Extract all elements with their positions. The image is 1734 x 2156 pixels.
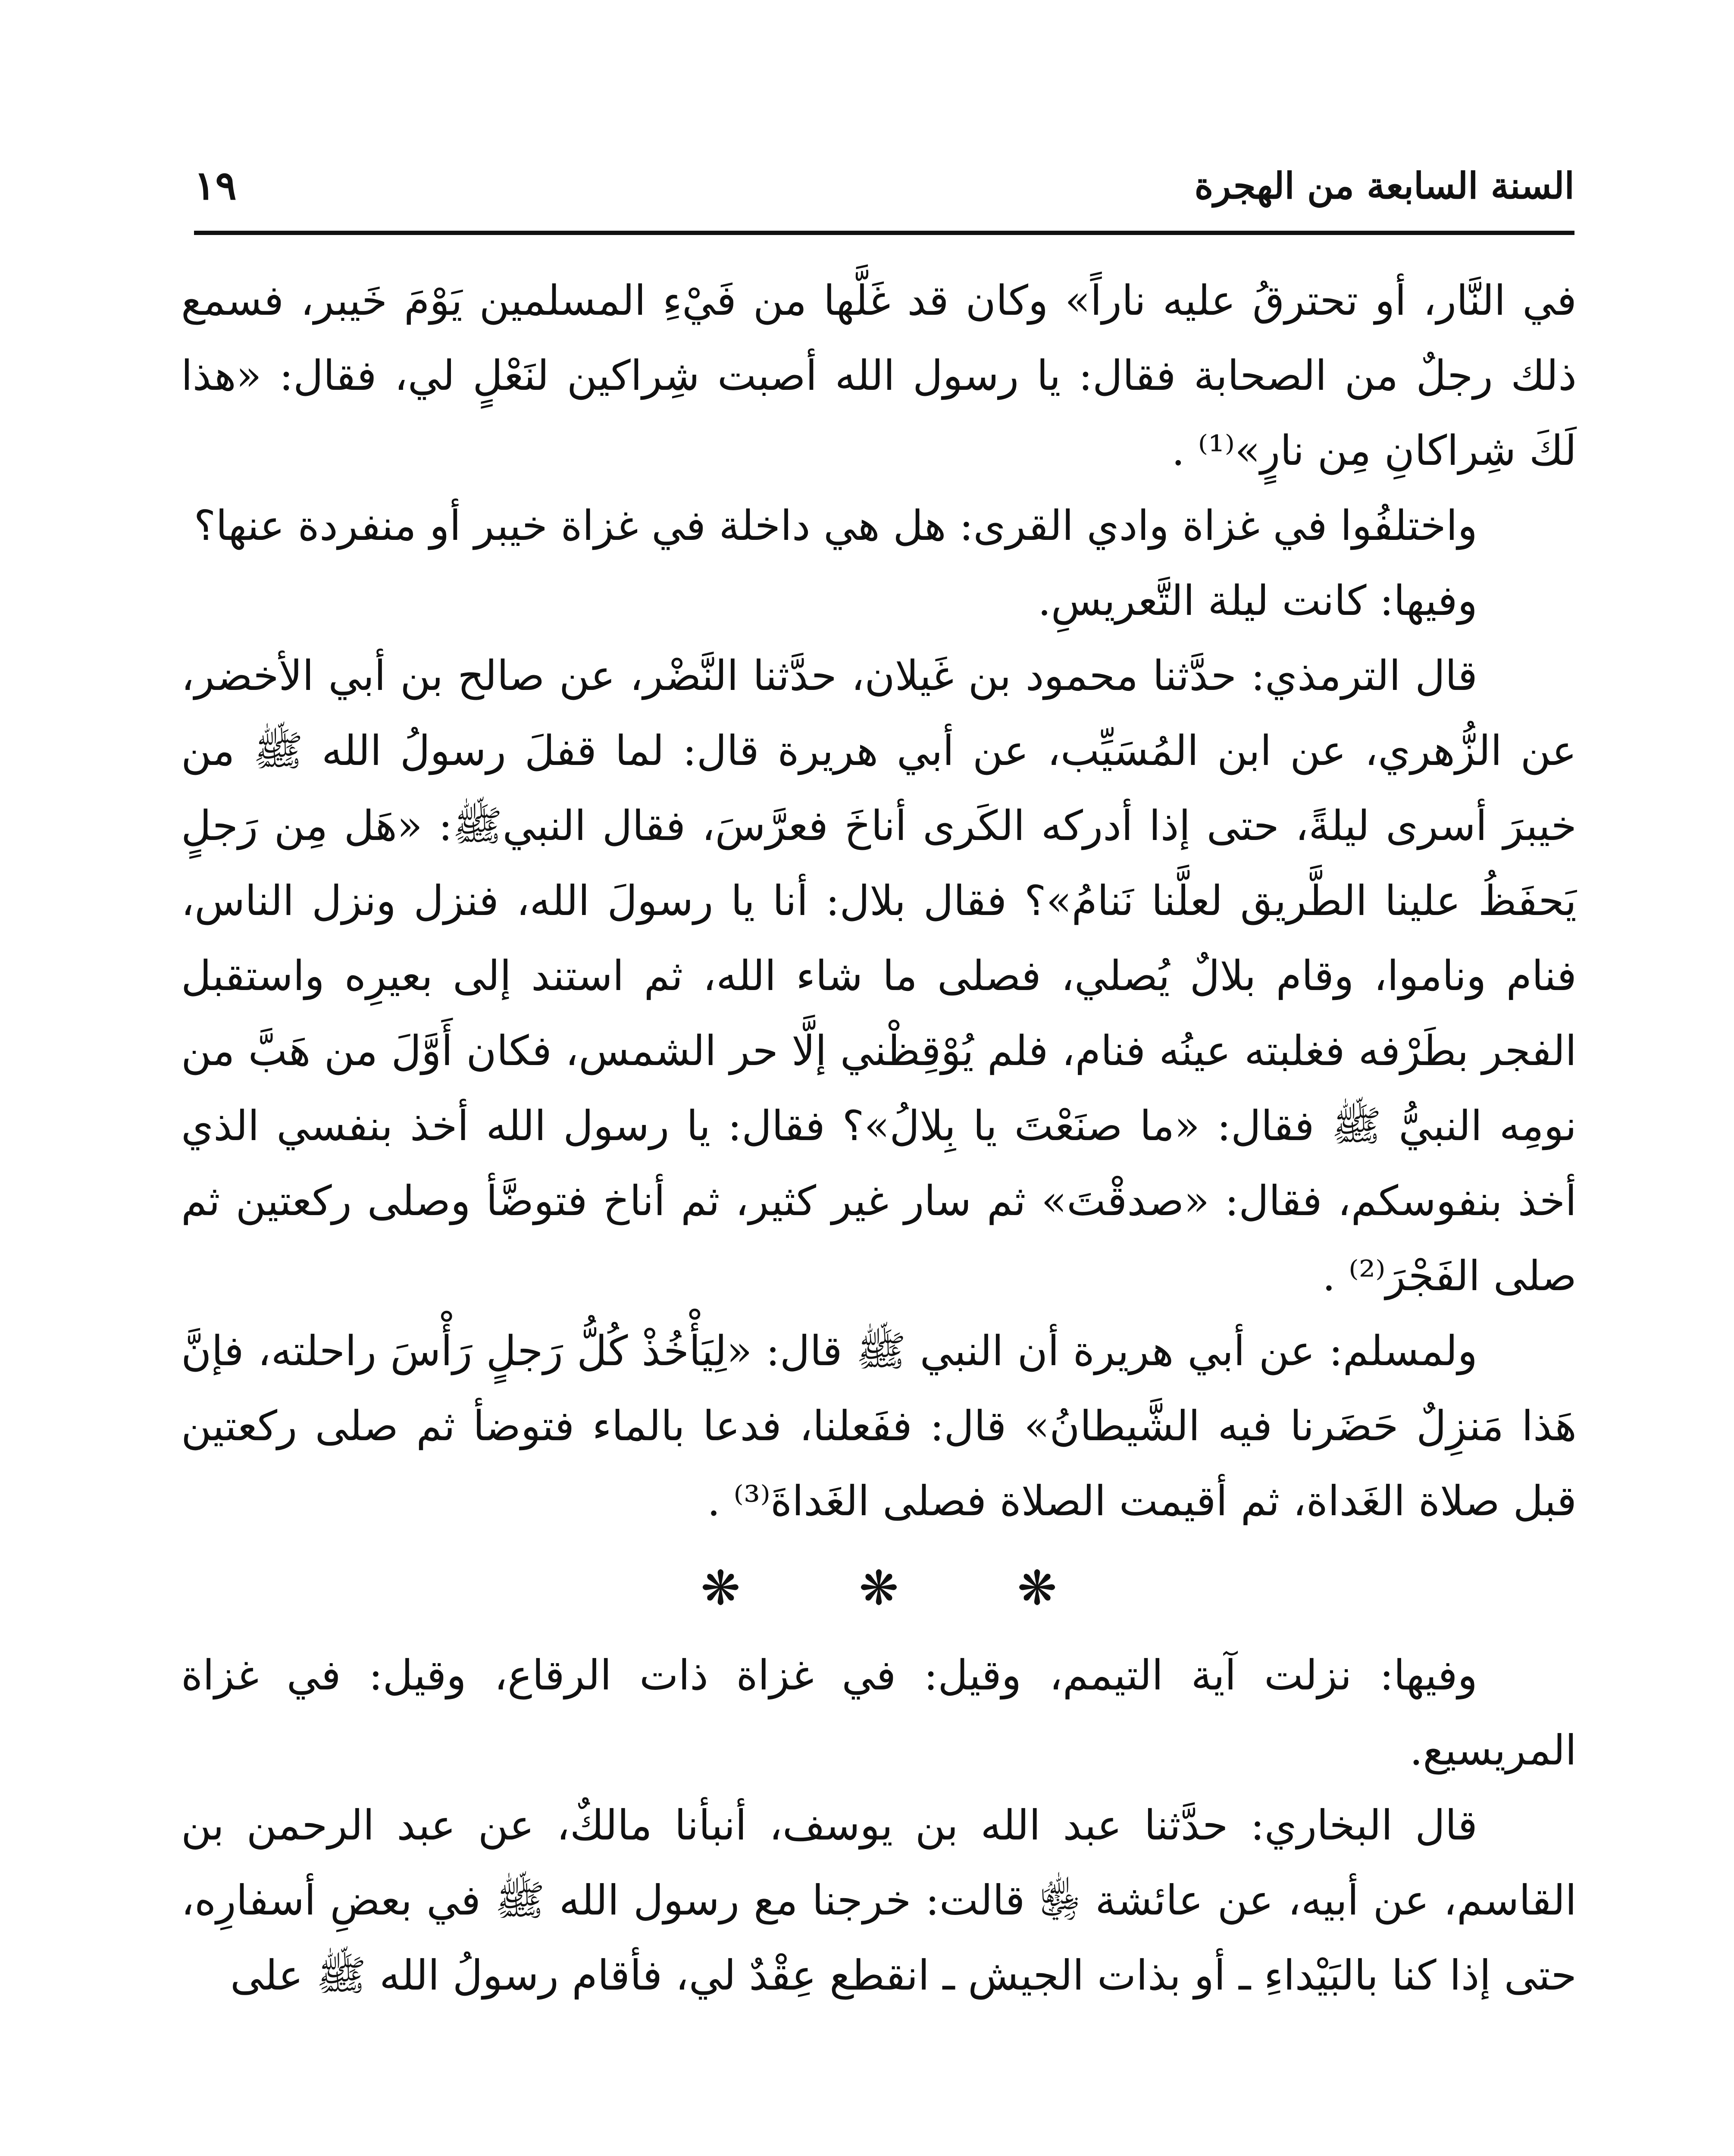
header-rule: [194, 231, 1574, 235]
paragraph: قال البخاري: حدَّثنا عبد الله بن يوسف، أنبأنا مالكٌ، عن عبد الرحمن بن القاسم، عن أبيه، عن عائشة ﵂ قالت: خرجنا مع رسول الله ﷺ في بعضِ أسفارِه، حتى إذا كنا بالبَيْداءِ ـ أو بذات الجيش ـ انقطع عِقْدٌ لي، فأقام رسولُ الله ﷺ على: [181, 1801, 1577, 1999]
asterism-icon: ❋: [859, 1561, 899, 1616]
asterism-icon: ❋: [1017, 1561, 1057, 1616]
section-divider: [181, 1539, 1577, 1638]
paragraph: وفيها: نزلت آية التيمم، وقيل: في غزاة ذات الرقاع، وقيل: في غزاة المريسيع.: [181, 1651, 1577, 1774]
paragraph: ولمسلم: عن أبي هريرة أن النبي ﷺ قال: «لِيَأْخُذْ كُلُّ رَجلٍ رَأْسَ راحلته، فإنَّ هَذا مَنزِلٌ حَضَرنا فيه الشَّيطانُ» قال: ففَعلنا، فدعا بالماء فتوضأ ثم صلى ركعتين قبل صلاة الغَداة، ثم أقيمت الصلاة فصلى الغَداةَ⁽³⁾ .: [181, 1327, 1577, 1525]
paragraph: وفيها: كانت ليلة التَّعريسِ.: [1038, 577, 1477, 625]
paragraph: في النَّار، أو تحترقُ عليه ناراً» وكان قد غَلَّها من فَيْءِ المسلمين يَوْمَ خَيبر، فسمع ذلك رجلٌ من الصحابة فقال: يا رسول الله أصبت شِراكين لنَعْلٍ لي، فقال: «هذا لَكَ شِراكانِ مِن نارٍ»⁽¹⁾ .: [181, 276, 1577, 475]
paragraph: واختلفُوا في غزاة وادي القرى: هل هي داخلة في غزاة خيبر أو منفردة عنها؟: [194, 501, 1477, 550]
page-number: ١٩: [194, 162, 237, 209]
running-title: السنة السابعة من الهجرة: [1194, 164, 1574, 207]
main-text: [181, 263, 1577, 2013]
asterism-icon: ❋: [701, 1561, 741, 1616]
paragraph: قال الترمذي: حدَّثنا محمود بن غَيلان، حدَّثنا النَّضْر، عن صالح بن أبي الأخضر، عن الزُّهري، عن ابن المُسَيِّب، عن أبي هريرة قال: لما قفلَ رسولُ الله ﷺ من خيبرَ أسرى ليلةً، حتى إذا أدركه الكَرى أناخَ فعرَّسَ، فقال النبيﷺ: «هَل مِن رَجلٍ يَحفَظُ علينا الطَّريق لعلَّنا نَنامُ»؟ فقال بلال: أنا يا رسولَ الله، فنزل ونزل الناس، فنام وناموا، وقام بلالٌ يُصلي، فصلى ما شاء الله، ثم استند إلى بعيرِه واستقبل الفجر بطَرْفه فغلبته عينُه فنام، فلم يُوْقِظْني إلَّا حر الشمس، فكان أَوَّلَ من هَبَّ من نومِه النبيُّ ﷺ فقال: «ما صنَعْتَ يا بِلالُ»؟ فقال: يا رسول الله أخذ بنفسي الذي أخذ بنفوسكم، فقال: «صدقْتَ» ثم سار غير كثير، ثم أناخ فتوضَّأ وصلى ركعتين ثم صلى الفَجْرَ⁽²⁾ .: [181, 652, 1577, 1300]
page-header: [194, 151, 1574, 220]
